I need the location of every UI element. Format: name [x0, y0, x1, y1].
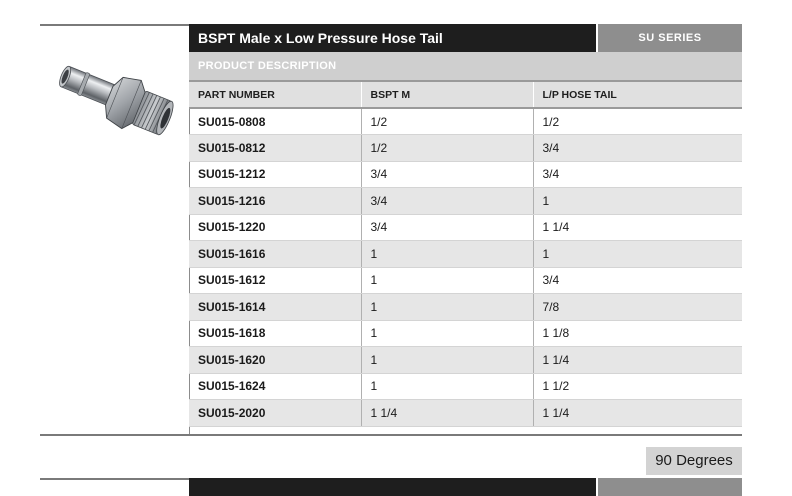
part-number-cell: SU015-1220 [189, 214, 361, 241]
header-part-number: PART NUMBER [189, 81, 361, 108]
part-number-cell: SU015-0808 [189, 108, 361, 135]
part-number-cell: SU015-1212 [189, 161, 361, 188]
product-description-label: PRODUCT DESCRIPTION [189, 52, 742, 80]
part-number-cell: SU015-2020 [189, 400, 361, 427]
bspt-cell: 1/2 [361, 108, 533, 135]
table-row [189, 161, 742, 188]
hose-tail-cell: 3/4 [533, 267, 742, 294]
header-lp-hose-tail: L/P HOSE TAIL [533, 81, 742, 108]
table-row [189, 267, 742, 294]
bspt-cell: 1 [361, 347, 533, 374]
table-row [189, 188, 742, 215]
bspt-cell: 1 [361, 320, 533, 347]
series-label: SU SERIES [596, 24, 742, 52]
hose-tail-fitting-icon [52, 50, 178, 150]
bspt-cell: 3/4 [361, 188, 533, 215]
table-row [189, 347, 742, 374]
table-header-row [189, 81, 742, 108]
next-section-rule [40, 478, 189, 480]
section-title: BSPT Male x Low Pressure Hose Tail [189, 24, 596, 52]
bspt-cell: 1 [361, 241, 533, 268]
bspt-cell: 1 [361, 294, 533, 321]
header-bspt-m: BSPT M [361, 81, 533, 108]
hose-tail-cell: 3/4 [533, 161, 742, 188]
part-number-cell: SU015-1216 [189, 188, 361, 215]
bspt-cell: 3/4 [361, 161, 533, 188]
table-row [189, 135, 742, 162]
part-number-cell: SU015-0812 [189, 135, 361, 162]
table-row [189, 320, 742, 347]
hose-tail-cell: 1 1/4 [533, 347, 742, 374]
part-number-cell: SU015-1618 [189, 320, 361, 347]
bspt-cell: 1 [361, 267, 533, 294]
hose-tail-cell: 1 1/4 [533, 214, 742, 241]
next-section-label: 90 Degrees [646, 447, 742, 475]
table-row [189, 294, 742, 321]
table-row [189, 108, 742, 135]
bspt-cell: 1/2 [361, 135, 533, 162]
bspt-cell: 3/4 [361, 214, 533, 241]
hose-tail-cell: 1/2 [533, 108, 742, 135]
part-number-cell: SU015-1616 [189, 241, 361, 268]
table-row [189, 400, 742, 427]
section-bottom-rule [40, 434, 742, 436]
table-row [189, 373, 742, 400]
part-number-cell: SU015-1620 [189, 347, 361, 374]
hose-tail-cell: 1 [533, 188, 742, 215]
part-number-cell: SU015-1624 [189, 373, 361, 400]
hose-tail-cell: 1 1/8 [533, 320, 742, 347]
part-number-cell: SU015-1614 [189, 294, 361, 321]
parts-table [189, 80, 742, 427]
hose-tail-cell: 1 [533, 241, 742, 268]
table-row [189, 214, 742, 241]
part-number-cell: SU015-1612 [189, 267, 361, 294]
hose-tail-cell: 1 1/4 [533, 400, 742, 427]
next-section-title-bar [189, 478, 596, 496]
table-row [189, 241, 742, 268]
bspt-cell: 1 1/4 [361, 400, 533, 427]
hose-tail-cell: 1 1/2 [533, 373, 742, 400]
bspt-cell: 1 [361, 373, 533, 400]
next-section-series-bar [596, 478, 742, 496]
hose-tail-cell: 3/4 [533, 135, 742, 162]
hose-tail-cell: 7/8 [533, 294, 742, 321]
